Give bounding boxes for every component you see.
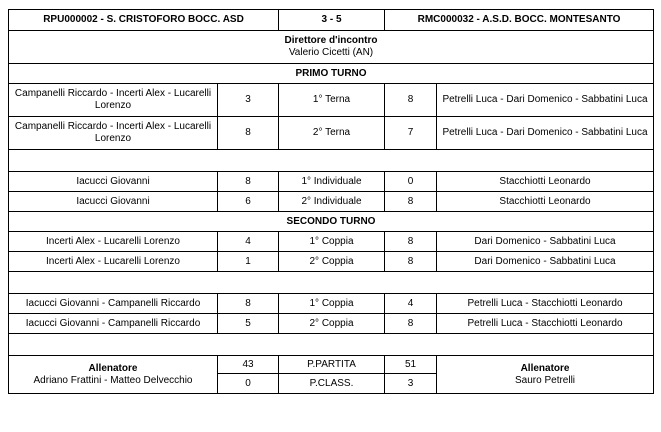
- spacer-row: [9, 272, 654, 294]
- match-report-table: [8, 9, 654, 394]
- home-score: 5: [218, 314, 279, 334]
- table-row: [9, 172, 654, 192]
- table-row: [9, 314, 654, 334]
- table-row: [9, 84, 654, 117]
- second-round-title: SECONDO TURNO: [9, 212, 654, 232]
- home-score: 1: [218, 252, 279, 272]
- partita-home-points: 43: [218, 356, 279, 374]
- table-row: [9, 232, 654, 252]
- home-players: Campanelli Riccardo - Incerti Alex - Lucarelli Lorenzo: [9, 117, 218, 150]
- home-players: Incerti Alex - Lucarelli Lorenzo: [9, 252, 218, 272]
- home-team-name: RPU000002 - S. CRISTOFORO BOCC. ASD: [9, 10, 279, 31]
- away-players: Stacchiotti Leonardo: [437, 172, 654, 192]
- home-players: Incerti Alex - Lucarelli Lorenzo: [9, 232, 218, 252]
- match-header-row: [9, 10, 654, 31]
- director-row: [9, 31, 654, 64]
- partita-label: P.PARTITA: [279, 356, 385, 374]
- game-label: 1° Individuale: [279, 172, 385, 192]
- game-label: 1° Terna: [279, 84, 385, 117]
- home-score: 8: [218, 172, 279, 192]
- director-label: Direttore d'incontro: [284, 35, 378, 46]
- home-players: Iacucci Giovanni: [9, 172, 218, 192]
- second-round-title-row: [9, 212, 654, 232]
- home-score: 8: [218, 117, 279, 150]
- away-score: 0: [385, 172, 437, 192]
- game-label: 2° Coppia: [279, 314, 385, 334]
- away-score: 8: [385, 192, 437, 212]
- table-row: [9, 192, 654, 212]
- away-players: Petrelli Luca - Dari Domenico - Sabbatini Luca: [437, 84, 654, 117]
- home-players: Iacucci Giovanni - Campanelli Riccardo: [9, 294, 218, 314]
- away-score: 7: [385, 117, 437, 150]
- away-score: 8: [385, 232, 437, 252]
- home-score: 3: [218, 84, 279, 117]
- away-coach-cell: [437, 356, 654, 394]
- footer-row-partita: [9, 356, 654, 374]
- home-players: Iacucci Giovanni - Campanelli Riccardo: [9, 314, 218, 334]
- away-score: 8: [385, 252, 437, 272]
- spacer-row: [9, 334, 654, 356]
- game-label: 1° Coppia: [279, 232, 385, 252]
- away-players: Petrelli Luca - Dari Domenico - Sabbatini Luca: [437, 117, 654, 150]
- home-players: Campanelli Riccardo - Incerti Alex - Lucarelli Lorenzo: [9, 84, 218, 117]
- away-score: 8: [385, 84, 437, 117]
- director-name: Valerio Cicetti (AN): [288, 47, 374, 58]
- class-away-points: 3: [385, 374, 437, 394]
- home-coach-names: Adriano Frattini - Matteo Delvecchio: [33, 374, 193, 386]
- away-score: 8: [385, 314, 437, 334]
- game-label: 2° Coppia: [279, 252, 385, 272]
- class-label: P.CLASS.: [279, 374, 385, 394]
- away-score: 4: [385, 294, 437, 314]
- home-coach-label: Allenatore: [88, 362, 138, 374]
- game-label: 1° Coppia: [279, 294, 385, 314]
- partita-away-points: 51: [385, 356, 437, 374]
- away-coach-names: Sauro Petrelli: [515, 374, 576, 386]
- game-label: 2° Individuale: [279, 192, 385, 212]
- table-row: [9, 294, 654, 314]
- spacer-row: [9, 150, 654, 172]
- first-round-title: PRIMO TURNO: [9, 64, 654, 84]
- class-home-points: 0: [218, 374, 279, 394]
- home-coach-cell: [9, 356, 218, 394]
- director-cell: [9, 31, 654, 64]
- home-score: 8: [218, 294, 279, 314]
- away-team-name: RMC000032 - A.S.D. BOCC. MONTESANTO: [385, 10, 654, 31]
- away-players: Dari Domenico - Sabbatini Luca: [437, 252, 654, 272]
- away-players: Stacchiotti Leonardo: [437, 192, 654, 212]
- table-row: [9, 252, 654, 272]
- home-score: 4: [218, 232, 279, 252]
- first-round-title-row: [9, 64, 654, 84]
- home-score: 6: [218, 192, 279, 212]
- away-players: Petrelli Luca - Stacchiotti Leonardo: [437, 294, 654, 314]
- table-row: [9, 117, 654, 150]
- away-players: Petrelli Luca - Stacchiotti Leonardo: [437, 314, 654, 334]
- game-label: 2° Terna: [279, 117, 385, 150]
- away-coach-label: Allenatore: [520, 362, 570, 374]
- away-players: Dari Domenico - Sabbatini Luca: [437, 232, 654, 252]
- match-score: 3 - 5: [279, 10, 385, 31]
- home-players: Iacucci Giovanni: [9, 192, 218, 212]
